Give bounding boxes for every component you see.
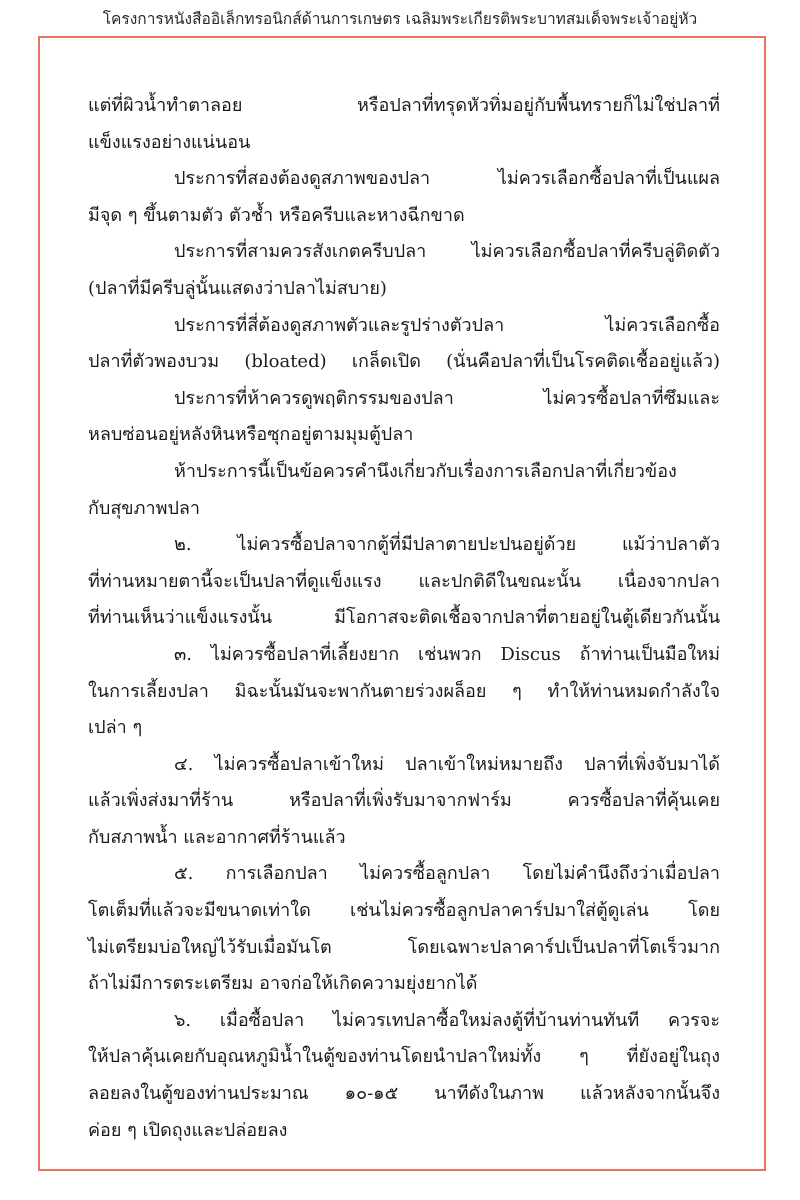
- text-line: ประการที่สามควรสังเกตครีบปลา ไม่ควรเลือกซื้อปลาที่ครีบลู่ติดตัว: [174, 241, 720, 263]
- text-line: ๓. ไม่ควรซื้อปลาที่เลี้ยงยาก เช่นพวก Discus ถ้าท่านเป็นมือใหม่: [174, 643, 720, 665]
- text-line: โตเต็มที่แล้วจะมีขนาดเท่าใด เช่นไม่ควรซื้อลูกปลาคาร์ปมาใส่ตู้ดูเล่น โดย: [88, 900, 720, 922]
- text-line: แข็งแรงอย่างแน่นอน: [88, 131, 251, 153]
- text-line: แต่ที่ผิวน้ำทำตาลอย หรือปลาที่ทรุดหัวทิ่มอยู่กับพื้นทรายก็ไม่ใช่ปลาที่: [88, 95, 720, 116]
- text-line: ที่ท่านเห็นว่าแข็งแรงนั้น มีโอกาสจะติดเชื้อจากปลาที่ตายอยู่ในตู้เดียวกันนั้น: [88, 607, 720, 629]
- text-line: ๔. ไม่ควรซื้อปลาเข้าใหม่ ปลาเข้าใหม่หมายถึง ปลาที่เพิ่งจับมาได้: [174, 753, 720, 775]
- text-line: ห้าประการนี้เป็นข้อควรคำนึงเกี่ยวกับเรื่องการเลือกปลาที่เกี่ยวข้อง: [174, 460, 677, 482]
- text-line: (ปลาที่มีครีบลู่นั้นแสดงว่าปลาไม่สบาย): [88, 277, 387, 299]
- text-line: ที่ท่านหมายตานี้จะเป็นปลาที่ดูแข็งแรง และปกติดีในขณะนั้น เนื่องจากปลา: [88, 570, 720, 592]
- text-line: กับสภาพน้ำ และอากาศที่ร้านแล้ว: [88, 826, 346, 848]
- text-line: ประการที่สองต้องดูสภาพของปลา ไม่ควรเลือกซื้อปลาที่เป็นแผล: [174, 168, 720, 190]
- text-line: ๕. การเลือกปลา ไม่ควรซื้อลูกปลา โดยไม่คำนึงถึงว่าเมื่อปลา: [174, 863, 720, 885]
- text-line: แล้วเพิ่งส่งมาที่ร้าน หรือปลาที่เพิ่งรับมาจากฟาร์ม ควรซื้อปลาที่คุ้นเคย: [88, 790, 720, 812]
- running-header: โครงการหนังสืออิเล็กทรอนิกส์ด้านการเกษตร เฉลิมพระเกียรติพระบาทสมเด็จพระเจ้าอยู่หัว: [102, 10, 698, 28]
- text-line: ให้ปลาคุ้นเคยกับอุณหภูมิน้ำในตู้ของท่านโดยนำปลาใหม่ทั้ง ๆ ที่ยังอยู่ในถุง: [88, 1046, 720, 1068]
- text-line: มีจุด ๆ ขึ้นตามตัว ตัวช้ำ หรือครีบและหางฉีกขาด: [88, 204, 465, 226]
- body-text: [88, 88, 720, 1149]
- text-line: ลอยลงในตู้ของท่านประมาณ ๑๐-๑๕ นาทีดังในภาพ แล้วหลังจากนั้นจึง: [88, 1083, 720, 1105]
- text-line: ค่อย ๆ เปิดถุงและปล่อยลง: [88, 1119, 288, 1141]
- text-line: ปลาที่ตัวพองบวม (bloated) เกล็ดเปิด (นั่นคือปลาที่เป็นโรคติดเชื้ออยู่แล้ว): [88, 351, 720, 373]
- text-line: กับสุขภาพปลา: [88, 497, 201, 519]
- text-line: ประการที่สี่ต้องดูสภาพตัวและรูปร่างตัวปลา ไม่ควรเลือกซื้อ: [174, 314, 720, 336]
- text-line: ถ้าไม่มีการตระเตรียม อาจก่อให้เกิดความยุ่งยากได้: [88, 973, 478, 995]
- text-line: ไม่เตรียมบ่อใหญ่ไว้รับเมื่อมันโต โดยเฉพาะปลาคาร์ปเป็นปลาที่โตเร็วมาก: [88, 936, 720, 958]
- text-line: หลบซ่อนอยู่หลังหินหรือซุกอยู่ตามมุมตู้ปลา: [88, 424, 414, 446]
- text-line: ๒. ไม่ควรซื้อปลาจากตู้ที่มีปลาตายปะปนอยู่ด้วย แม้ว่าปลาตัว: [174, 534, 720, 556]
- text-line: ๖. เมื่อซื้อปลา ไม่ควรเทปลาซื้อใหม่ลงตู้ที่บ้านท่านทันที ควรจะ: [174, 1009, 720, 1031]
- text-line: เปล่า ๆ: [88, 717, 143, 739]
- text-line: ประการที่ห้าควรดูพฤติกรรมของปลา ไม่ควรซื้อปลาที่ซึมและ: [174, 387, 720, 409]
- text-line: ในการเลี้ยงปลา มิฉะนั้นมันจะพากันตายร่วงผล็อย ๆ ทำให้ท่านหมดกำลังใจ: [88, 680, 720, 702]
